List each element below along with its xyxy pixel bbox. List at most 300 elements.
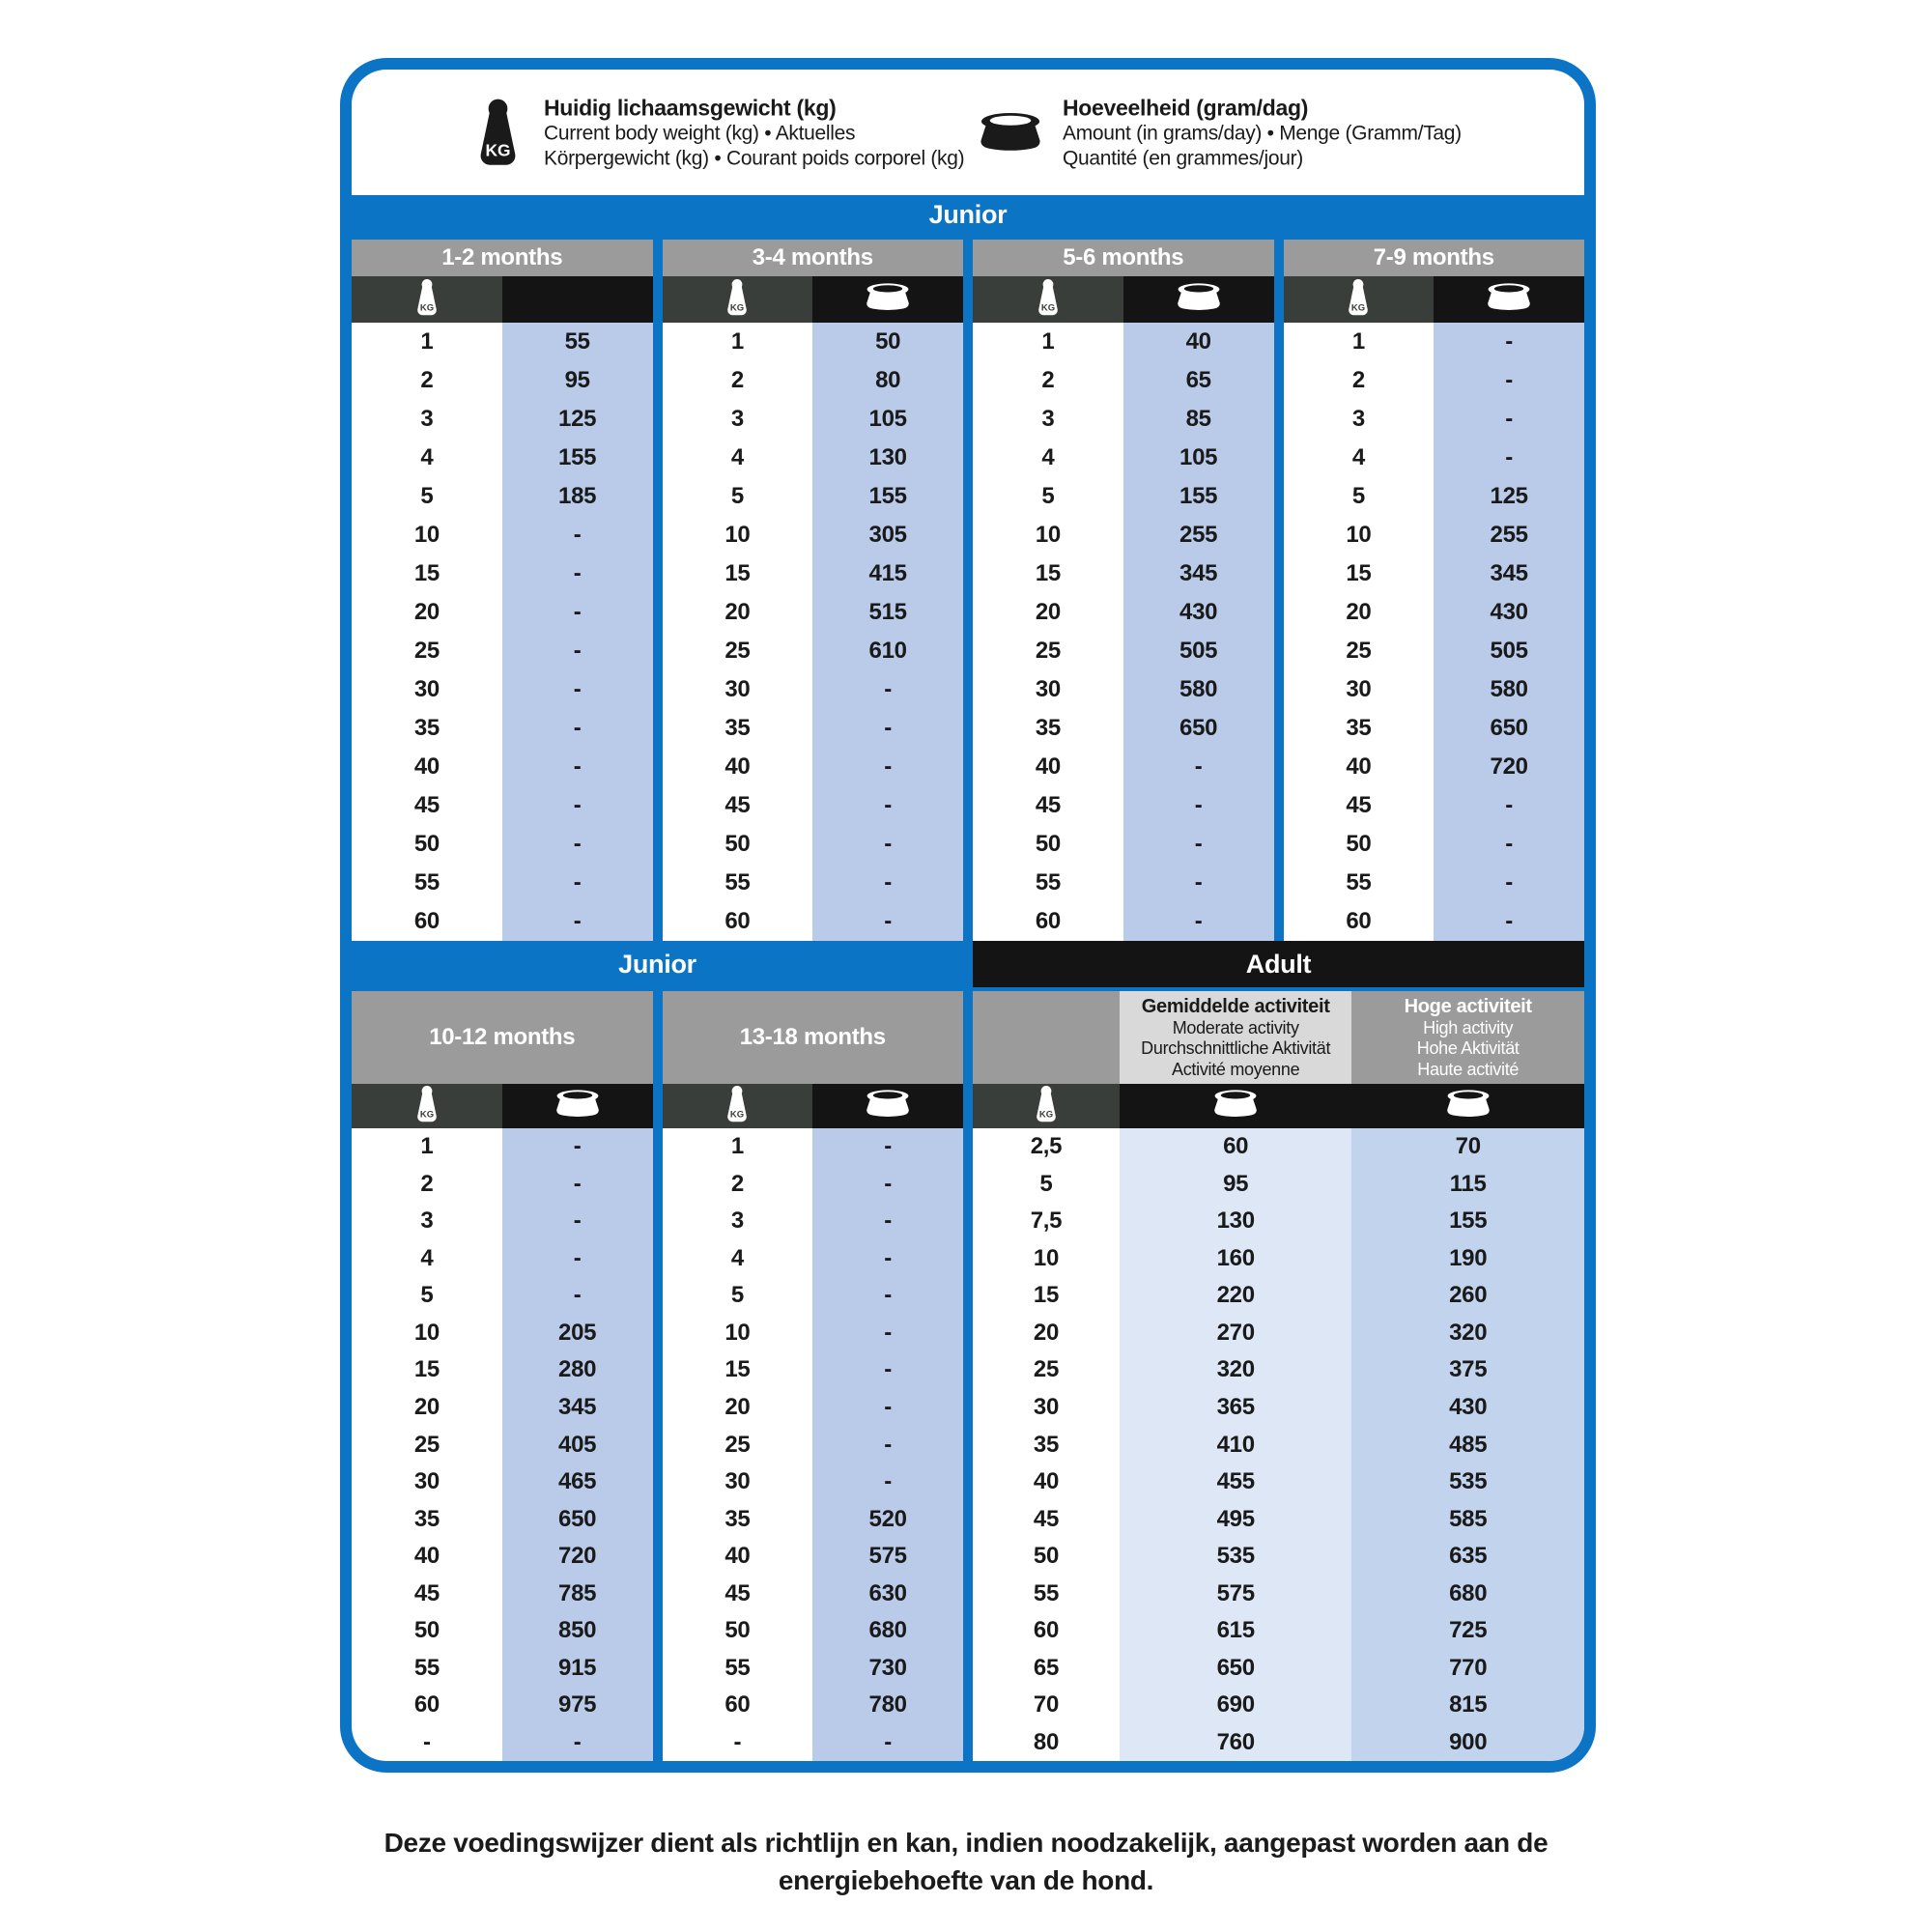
kg-value: 50 (413, 1617, 440, 1644)
kg-value: 65 (1033, 1654, 1059, 1681)
kg-value: 55 (724, 1654, 751, 1681)
table-row (352, 1724, 653, 1762)
weight-amount-rows (973, 323, 1274, 941)
amount-value: - (812, 825, 963, 864)
amount-value: - (1434, 825, 1584, 864)
kg-value: 35 (413, 1505, 440, 1532)
amount-value: - (812, 1203, 963, 1240)
bowl-icon-cell (812, 276, 963, 323)
table-row (352, 709, 653, 748)
svg-text:KG: KG (1040, 301, 1055, 313)
kg-value: 40 (724, 753, 751, 780)
kg-value: 3 (1351, 406, 1365, 432)
amount-value: - (502, 1277, 653, 1315)
kg-value: 15 (413, 560, 440, 586)
age-header: 5-6 months (973, 240, 1274, 276)
kg-value: 35 (724, 715, 751, 741)
kg-value: 5 (420, 483, 434, 509)
kg-value: 15 (724, 560, 751, 586)
kg-value: 25 (1035, 638, 1061, 664)
table-row (973, 1649, 1584, 1687)
age-header: 1-2 months (352, 240, 653, 276)
table-row (1284, 902, 1585, 941)
table-row (663, 323, 964, 361)
amount-value: 205 (502, 1315, 653, 1352)
weight-amount-rows (663, 323, 964, 941)
kg-value: 3 (420, 1208, 434, 1235)
legend-amount-title: Hoeveelheid (gram/dag) (1063, 95, 1309, 121)
amount-value: - (502, 786, 653, 825)
legend-amount-line3: Quantité (en grammes/jour) (1063, 147, 1303, 170)
table-row (352, 1166, 653, 1204)
table-row (663, 670, 964, 709)
amount-value: - (812, 748, 963, 786)
bowl-icon (1213, 1090, 1258, 1122)
icon-header-row (973, 1084, 1584, 1128)
table-row (973, 516, 1274, 554)
legend-weight-line3: Körpergewicht (kg) • Courant poids corporel (kg) (544, 147, 965, 170)
kg-value: 40 (413, 753, 440, 780)
amount-value: 615 (1120, 1612, 1352, 1650)
amount-value: 505 (1123, 632, 1274, 670)
amount-value: 260 (1351, 1277, 1584, 1315)
weight-amount-rows (352, 1128, 653, 1761)
icon-header-row (352, 1084, 653, 1128)
table-row (352, 439, 653, 477)
kg-value: 5 (1041, 483, 1055, 509)
bowl-icon-cell (502, 1084, 653, 1128)
amount-value: - (812, 1351, 963, 1389)
icon-header-row (973, 276, 1274, 323)
amount-value: - (502, 864, 653, 902)
table-row (352, 1426, 653, 1463)
kg-value: 25 (724, 1431, 751, 1458)
amount-value: 780 (812, 1687, 963, 1724)
kg-weight-icon (413, 279, 440, 321)
table-row (663, 1538, 964, 1576)
amount-value: 760 (1120, 1724, 1352, 1762)
amount-value: 730 (812, 1649, 963, 1687)
table-row (973, 1575, 1584, 1612)
kg-weight-icon (1345, 279, 1372, 321)
amount-value: 125 (502, 400, 653, 439)
amount-value: 770 (1351, 1649, 1584, 1687)
amount-value: - (1434, 361, 1584, 400)
age-column-7-9-months (1284, 240, 1585, 941)
table-row (352, 593, 653, 632)
moderate-activity-line3: Durchschnittliche Aktivität (1141, 1038, 1331, 1059)
table-row (973, 323, 1274, 361)
table-row (973, 670, 1274, 709)
amount-value: - (502, 1166, 653, 1204)
amount-value: 85 (1123, 400, 1274, 439)
kg-icon-cell (973, 1084, 1120, 1128)
kg-value: 10 (724, 1319, 751, 1346)
kg-value: 50 (1033, 1543, 1059, 1570)
kg-value: 20 (1033, 1319, 1059, 1346)
amount-value: 125 (1434, 477, 1584, 516)
table-row (973, 1612, 1584, 1650)
kg-value: 30 (1033, 1393, 1059, 1420)
kg-value: - (733, 1728, 742, 1755)
amount-value: 345 (1434, 554, 1584, 593)
amount-value: 465 (502, 1463, 653, 1501)
amount-value: 680 (1351, 1575, 1584, 1612)
bowl-icon (980, 112, 1041, 152)
table-row (973, 1277, 1584, 1315)
moderate-activity-line4: Activité moyenne (1172, 1059, 1300, 1079)
bowl-icon (1446, 1090, 1491, 1122)
amount-value: 505 (1434, 632, 1584, 670)
amount-value: 255 (1123, 516, 1274, 554)
amount-value: - (502, 1128, 653, 1166)
kg-value: 25 (724, 638, 751, 664)
amount-value: - (1123, 786, 1274, 825)
age-column-3-4-months (663, 240, 964, 941)
kg-value: 15 (724, 1356, 751, 1383)
kg-icon-cell (352, 1084, 502, 1128)
kg-value: 60 (1035, 908, 1061, 934)
kg-value: 45 (413, 792, 440, 818)
amount-value: 850 (502, 1612, 653, 1650)
table-row (663, 516, 964, 554)
svg-text:KG: KG (1038, 1108, 1054, 1120)
table-row (1284, 709, 1585, 748)
age-column-10-12-months (352, 991, 653, 1761)
table-row (973, 1166, 1584, 1204)
feeding-guide-card (340, 58, 1596, 1773)
table-row (973, 1687, 1584, 1724)
amount-value: 815 (1351, 1687, 1584, 1724)
table-row (973, 1203, 1584, 1240)
amount-value: 345 (1123, 554, 1274, 593)
age-column-1-2-months (352, 240, 653, 941)
amount-value: 40 (1123, 323, 1274, 361)
table-row (1284, 864, 1585, 902)
age-header: 13-18 months (663, 991, 964, 1084)
table-row (663, 361, 964, 400)
high-activity-line3: Hohe Aktivität (1416, 1038, 1520, 1059)
kg-value: 10 (1035, 522, 1061, 548)
amount-value: 915 (502, 1649, 653, 1687)
amount-value: - (502, 902, 653, 941)
kg-value: 10 (1346, 522, 1372, 548)
table-row (973, 1724, 1584, 1762)
table-row (663, 554, 964, 593)
amount-value: - (812, 1724, 963, 1762)
amount-value: 720 (502, 1538, 653, 1576)
amount-value: - (502, 632, 653, 670)
table-row (663, 1500, 964, 1538)
table-row (663, 632, 964, 670)
table-row (663, 400, 964, 439)
kg-value: 60 (724, 1691, 751, 1719)
amount-value: 690 (1120, 1687, 1352, 1724)
kg-value: 35 (413, 715, 440, 741)
amount-value: 155 (1351, 1203, 1584, 1240)
amount-value: 720 (1434, 748, 1584, 786)
section2-banners (352, 941, 1584, 987)
table-row (663, 1463, 964, 1501)
amount-value: - (502, 593, 653, 632)
kg-value: 40 (413, 1543, 440, 1570)
kg-value: 30 (724, 1468, 751, 1495)
table-row (352, 1315, 653, 1352)
table-row (1284, 516, 1585, 554)
amount-value: 580 (1123, 670, 1274, 709)
amount-value: - (1434, 439, 1584, 477)
adult-activity-headers (973, 991, 1584, 1084)
legend-weight (473, 94, 964, 170)
amount-value: 495 (1120, 1500, 1352, 1538)
kg-value: 2 (420, 367, 434, 393)
table-row (1284, 748, 1585, 786)
amount-value: - (1123, 748, 1274, 786)
kg-value: 55 (724, 869, 751, 895)
moderate-activity-title: Gemiddelde activiteit (1141, 995, 1330, 1017)
kg-value: 5 (730, 483, 744, 509)
amount-value: 515 (812, 593, 963, 632)
kg-value: 4 (1041, 444, 1055, 470)
icon-header-row (1284, 276, 1585, 323)
kg-value: 1 (420, 1133, 434, 1160)
table-row (973, 1500, 1584, 1538)
amount-value: - (812, 1277, 963, 1315)
kg-value: 1 (730, 328, 744, 355)
svg-text:KG: KG (730, 301, 745, 313)
amount-value: 375 (1351, 1351, 1584, 1389)
table-row (352, 786, 653, 825)
table-row (663, 1128, 964, 1166)
table-row (663, 1389, 964, 1427)
table-row (352, 554, 653, 593)
amount-value: 580 (1434, 670, 1584, 709)
kg-value: 1 (420, 328, 434, 355)
bowl-icon-cell (1434, 276, 1584, 323)
amount-value: 270 (1120, 1315, 1352, 1352)
kg-value: 35 (724, 1505, 751, 1532)
table-row (973, 554, 1274, 593)
kg-icon-cell (973, 276, 1123, 323)
amount-value: - (1434, 902, 1584, 941)
high-activity-header (1351, 991, 1584, 1084)
kg-value: 35 (1035, 715, 1061, 741)
amount-value: 190 (1351, 1240, 1584, 1278)
table-row (973, 632, 1274, 670)
amount-value: - (812, 1315, 963, 1352)
amount-value: 785 (502, 1575, 653, 1612)
table-row (663, 1315, 964, 1352)
table-row (663, 748, 964, 786)
kg-value: 2 (1041, 367, 1055, 393)
junior-banner: Junior (352, 195, 1584, 234)
amount-value: 305 (812, 516, 963, 554)
table-row (1284, 632, 1585, 670)
junior-adult-table (352, 991, 1584, 1761)
amount-value: 105 (812, 400, 963, 439)
kg-value: 4 (730, 1244, 744, 1271)
junior-months-table (352, 240, 1584, 941)
table-row (352, 1575, 653, 1612)
kg-value: 30 (724, 676, 751, 702)
table-row (973, 1426, 1584, 1463)
adult-kg-header-spacer (973, 991, 1120, 1084)
table-row (663, 709, 964, 748)
kg-value: 40 (724, 1543, 751, 1570)
amount-value: - (1434, 323, 1584, 361)
kg-value: 60 (1346, 908, 1372, 934)
bowl-icon-cell-high (1351, 1084, 1584, 1128)
amount-value: 115 (1351, 1166, 1584, 1204)
table-row (973, 1240, 1584, 1278)
kg-value: 2 (730, 1170, 744, 1197)
kg-value: 4 (420, 444, 434, 470)
kg-value: 25 (1033, 1356, 1059, 1383)
kg-value: 20 (413, 1393, 440, 1420)
amount-value: 575 (812, 1538, 963, 1576)
kg-value: 5 (420, 1282, 434, 1309)
kg-value: 20 (724, 599, 751, 625)
amount-value: - (812, 709, 963, 748)
kg-weight-icon (473, 99, 523, 166)
table-row (973, 864, 1274, 902)
table-row (973, 902, 1274, 941)
table-row (973, 1351, 1584, 1389)
table-row (663, 1649, 964, 1687)
table-row (663, 1351, 964, 1389)
table-row (352, 902, 653, 941)
amount-value: 320 (1120, 1351, 1352, 1389)
table-row (663, 593, 964, 632)
kg-weight-icon (724, 1086, 751, 1127)
table-row (352, 1128, 653, 1166)
table-row (352, 1463, 653, 1501)
kg-value: 30 (1346, 676, 1372, 702)
table-row (352, 632, 653, 670)
table-row (352, 516, 653, 554)
kg-value: 1 (730, 1133, 744, 1160)
amount-value: 365 (1120, 1389, 1352, 1427)
amount-value: - (1123, 825, 1274, 864)
amount-value: 255 (1434, 516, 1584, 554)
kg-value: 4 (420, 1244, 434, 1271)
kg-value: 2 (1351, 367, 1365, 393)
amount-value: 650 (1434, 709, 1584, 748)
amount-value: 220 (1120, 1277, 1352, 1315)
amount-value: 155 (502, 439, 653, 477)
kg-value: 80 (1033, 1728, 1059, 1755)
svg-text:KG: KG (1351, 301, 1366, 313)
table-row (1284, 786, 1585, 825)
kg-value: 60 (413, 1691, 440, 1719)
kg-value: 20 (413, 599, 440, 625)
table-row (352, 1687, 653, 1724)
kg-icon-cell (663, 1084, 813, 1128)
svg-text:KG: KG (419, 1108, 434, 1120)
table-row (1284, 554, 1585, 593)
amount-value: 95 (502, 361, 653, 400)
kg-value: 15 (1346, 560, 1372, 586)
icon-header-row (663, 276, 964, 323)
high-activity-line4: Haute activité (1417, 1059, 1520, 1079)
bowl-icon (1177, 283, 1221, 316)
kg-value: 50 (1346, 831, 1372, 857)
table-row (663, 864, 964, 902)
legend-amount-text (1063, 94, 1462, 170)
age-header: 7-9 months (1284, 240, 1585, 276)
table-row (1284, 439, 1585, 477)
bowl-icon (866, 283, 910, 316)
svg-text:KG: KG (419, 301, 434, 313)
table-row (663, 1687, 964, 1724)
amount-value: - (502, 1203, 653, 1240)
amount-value: - (1434, 864, 1584, 902)
kg-value: 4 (730, 444, 744, 470)
amount-value: 105 (1123, 439, 1274, 477)
amount-value: 585 (1351, 1500, 1584, 1538)
kg-value: 5 (1039, 1170, 1053, 1197)
bowl-icon (866, 1090, 910, 1122)
table-row (973, 786, 1274, 825)
kg-icon-cell (663, 276, 813, 323)
table-row (1284, 400, 1585, 439)
amount-value: - (502, 709, 653, 748)
bowl-icon-cell-empty (502, 276, 653, 323)
table-row (663, 1575, 964, 1612)
amount-value: - (812, 902, 963, 941)
amount-value: - (812, 864, 963, 902)
table-row (1284, 361, 1585, 400)
amount-value: - (1434, 786, 1584, 825)
junior-banner-2: Junior (352, 941, 963, 987)
kg-weight-icon (724, 279, 751, 321)
table-row (352, 748, 653, 786)
table-row (663, 1203, 964, 1240)
bowl-icon-cell-moderate (1120, 1084, 1352, 1128)
amount-value: 725 (1351, 1612, 1584, 1650)
svg-text:KG: KG (485, 140, 511, 160)
table-row (973, 748, 1274, 786)
kg-value: 10 (413, 522, 440, 548)
icon-header-row (352, 276, 653, 323)
amount-value: 160 (1120, 1240, 1352, 1278)
kg-value: 25 (413, 1431, 440, 1458)
table-row (973, 1315, 1584, 1352)
amount-value: 975 (502, 1687, 653, 1724)
table-row (973, 477, 1274, 516)
kg-value: 60 (724, 908, 751, 934)
table-row (352, 1351, 653, 1389)
svg-text:KG: KG (730, 1108, 745, 1120)
kg-value: 30 (413, 1468, 440, 1495)
kg-value: 30 (1035, 676, 1061, 702)
kg-value: 55 (1035, 869, 1061, 895)
legend-weight-title: Huidig lichaamsgewicht (kg) (544, 95, 837, 121)
table-row (663, 477, 964, 516)
table-row (973, 1463, 1584, 1501)
table-row (973, 1128, 1584, 1166)
amount-value: - (812, 1426, 963, 1463)
amount-value: 610 (812, 632, 963, 670)
table-row (663, 439, 964, 477)
kg-value: 25 (1346, 638, 1372, 664)
amount-value: 345 (502, 1389, 653, 1427)
amount-value: - (1123, 864, 1274, 902)
amount-value: 155 (812, 477, 963, 516)
kg-value: 40 (1346, 753, 1372, 780)
amount-value: 55 (502, 323, 653, 361)
amount-value: 650 (502, 1500, 653, 1538)
